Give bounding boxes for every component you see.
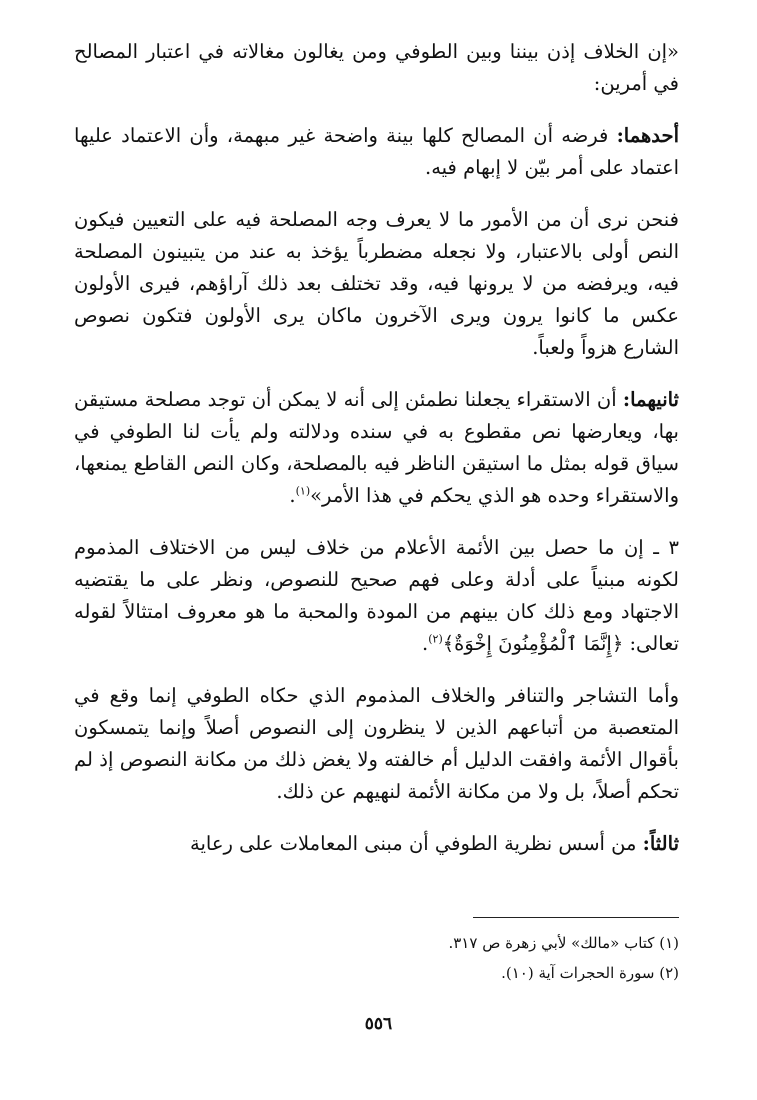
first-point-label: أحدهما: bbox=[616, 124, 679, 147]
footnote-ref-1: (١) bbox=[295, 484, 311, 498]
point-three-end: . bbox=[422, 632, 429, 655]
paragraph-intro: «إن الخلاف إذن بيننا وبين الطوفي ومن يغالون مغالاته في اعتبار المصالح في أمرين: bbox=[74, 40, 679, 95]
paragraph-third-point bbox=[74, 828, 679, 860]
paragraph-first-point bbox=[74, 120, 679, 184]
paragraph-blameworthy-dispute: وأما التشاجر والتنافر والخلاف المذموم الذي حكاه الطوفي إنما وقع في المتعصبة من أتباعهم الذين لا ينظرون إلى النصوص أصلاً وإنما يتمسكون بأقوال الأئمة وافقت الدليل أم خالفته ولا يغض ذلك من مكانة النصوص إذ لم تحكم أصلاً، بل ولا من مكانة الأئمة لنهيهم عن ذلك. bbox=[74, 684, 679, 803]
footnote-divider bbox=[473, 917, 679, 918]
second-point-text: أن الاستقراء يجعلنا نطمئن إلى أنه لا يمكن أن توجد مصلحة مستيقن بها، ويعارضها نص مقطوع به في سنده ودلالته ولم يأت لنا الطوفي في سياق قوله بمثل ما استيقن الناظر فيه بالمصلحة، وكان النص القاطع يمنعها، والاستقراء وحده هو الذي يحكم في هذا الأمر» bbox=[74, 388, 679, 507]
footnote-2: (٢) سورة الحجرات آية (١٠). bbox=[501, 964, 679, 982]
paragraph-point-three bbox=[74, 532, 679, 660]
second-point-label: ثانيهما: bbox=[622, 388, 679, 411]
third-point-text: من أسس نظرية الطوفي أن مبنى المعاملات على رعاية bbox=[190, 832, 643, 855]
third-point-label: ثالثاً: bbox=[642, 832, 679, 855]
page-number: ٥٥٦ bbox=[364, 1014, 393, 1034]
paragraph-second-point bbox=[74, 384, 679, 512]
second-point-end: . bbox=[289, 484, 296, 507]
footnotes bbox=[74, 928, 679, 988]
main-text bbox=[74, 36, 679, 880]
paragraph-explanation: فنحن نرى أن من الأمور ما لا يعرف وجه المصلحة فيه على التعيين فيكون النص أولى بالاعتبار، ولا نجعله مضطرباً يؤخذ به عند من يتبينون المصلحة فيه، ويرفضه من لا يرونها فيه، وقد تختلف بعد ذلك آراؤهم، فيرى الأولون عكس ما كانوا يرون ويرى الآخرون ماكان يرى الأولون فتكون نصوص الشارع هزواً ولعباً. bbox=[74, 208, 679, 359]
footnote-1: (١) كتاب «مالك» لأبي زهرة ص ٣١٧. bbox=[448, 934, 679, 952]
first-point-text: فرضه أن المصالح كلها بينة واضحة غير مبهمة، وأن الاعتماد عليها اعتماد على أمر بيّن لا إبهام فيه. bbox=[74, 124, 679, 179]
footnote-ref-2: (٢) bbox=[428, 632, 443, 646]
point-three-text: ٣ ـ إن ما حصل بين الأئمة الأعلام من خلاف ليس من الاختلاف المذموم لكونه مبنياً على أدلة وعلى فهم صحيح للنصوص، ونظر على ما يقتضيه الاجتهاد ومع ذلك كان بينهم من المودة والمحبة ما هو معروف امتثالاً لقوله تعالى: ﴿إِنَّمَا ٱلْمُؤْمِنُونَ إِخْوَةٌ﴾ bbox=[74, 536, 679, 655]
